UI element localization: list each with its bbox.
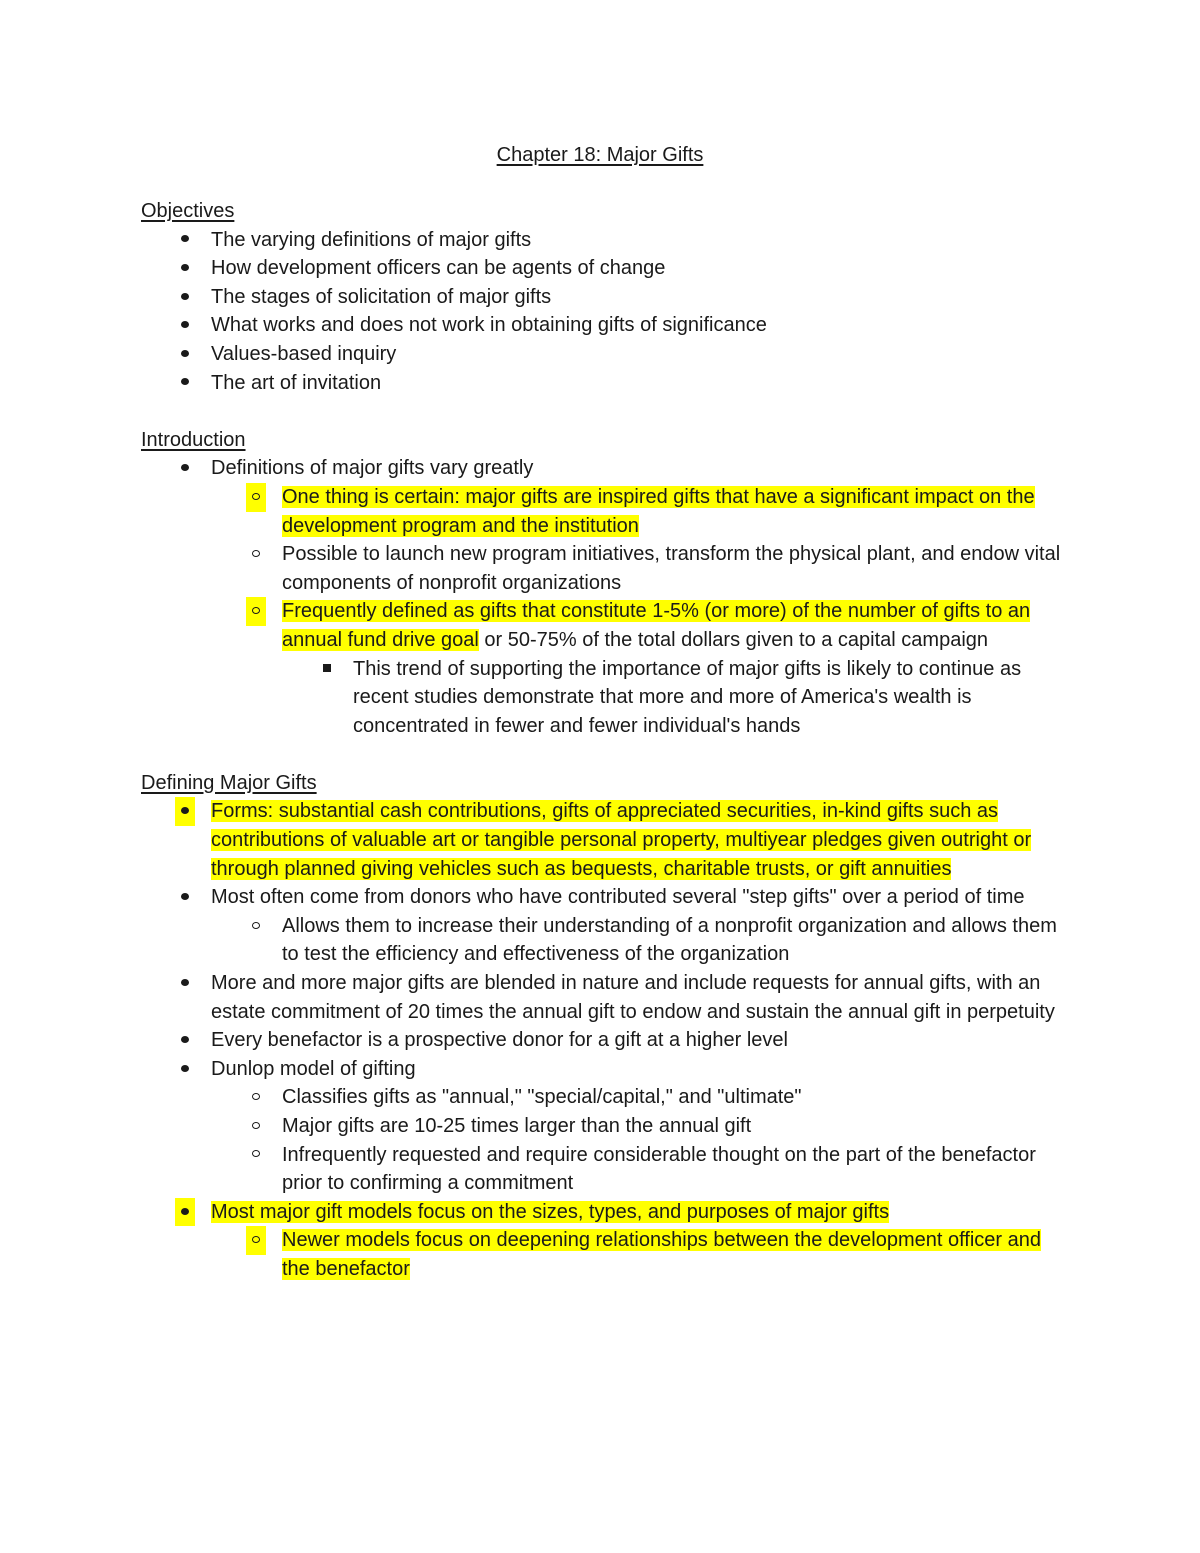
objective-text: The stages of solicitation of major gifts (211, 285, 552, 308)
defining-text: Allows them to increase their understanding of a nonprofit organization and allows them to test the efficiency and effectiveness of the organization (282, 914, 1057, 966)
bullet-circle-icon (246, 597, 266, 626)
bullet-dot-icon (175, 797, 195, 826)
list-item (141, 655, 1061, 741)
objective-text: The varying definitions of major gifts (211, 228, 532, 251)
list-item (141, 226, 1061, 255)
defining-heading: Defining Major Gifts (141, 771, 317, 794)
list-item (141, 969, 1061, 1026)
bullet-circle-icon (246, 1083, 266, 1112)
bullet-dot-icon (175, 369, 195, 398)
bullet-dot-icon (175, 1055, 195, 1084)
title-text: Chapter 18: Major Gifts (496, 144, 704, 166)
bullet-dot-icon (175, 1026, 195, 1055)
list-item (141, 254, 1061, 283)
list-item (141, 1055, 1061, 1084)
objective-text: Values-based inquiry (211, 342, 397, 365)
defining-text: Dunlop model of gifting (211, 1057, 416, 1080)
highlighted-text: Most major gift models focus on the sizes, types, and purposes of major gifts (211, 1200, 890, 1223)
objective-text: What works and does not work in obtaining gifts of significance (211, 314, 767, 337)
bullet-circle-icon (246, 1112, 266, 1141)
introduction-heading: Introduction (141, 428, 246, 451)
intro-text: or 50-75% of the total dollars given to a capital campaign (478, 628, 989, 651)
list-item (141, 311, 1061, 340)
bullet-circle-icon (246, 1141, 266, 1170)
defining-text: Classifies gifts as "annual," "special/capital," and "ultimate" (282, 1086, 802, 1109)
list-item (141, 1198, 1061, 1227)
bullet-dot-icon (175, 454, 195, 483)
bullet-dot-icon (175, 340, 195, 369)
list-item (141, 1083, 1061, 1112)
bullet-circle-icon (246, 540, 266, 569)
highlighted-text: Newer models focus on deepening relationships between the development officer and the benefactor (282, 1229, 1042, 1280)
objective-text: How development officers can be agents of change (211, 257, 666, 280)
list-item (141, 340, 1061, 369)
highlighted-text: Frequently defined as gifts that constitute 1-5% (or more) of the number of gifts to an annual fund drive goal (282, 600, 1031, 651)
list-item (141, 540, 1061, 597)
bullet-circle-icon (246, 912, 266, 941)
list-item (141, 1112, 1061, 1141)
list-item (141, 1141, 1061, 1198)
intro-text: This trend of supporting the importance of major gifts is likely to continue as recent studies demonstrate that more and more of America's wealth is concentrated in fewer and fewer individual's hands (353, 657, 1022, 737)
list-item (141, 883, 1061, 912)
bullet-dot-icon (175, 283, 195, 312)
list-item (141, 369, 1061, 398)
intro-text: Definitions of major gifts vary greatly (211, 457, 534, 480)
bullet-dot-icon (175, 969, 195, 998)
document-body (141, 197, 1061, 1284)
list-item (141, 912, 1061, 969)
defining-text: Major gifts are 10-25 times larger than the annual gift (282, 1115, 752, 1137)
bullet-dot-icon (175, 311, 195, 340)
bullet-circle-icon (246, 483, 266, 512)
intro-text: Possible to launch new program initiatives, transform the physical plant, and endow vital components of nonprofit organizations (282, 543, 1061, 594)
list-item (141, 283, 1061, 312)
bullet-circle-icon (246, 1226, 266, 1255)
list-item (141, 454, 1061, 483)
defining-text: Infrequently requested and require considerable thought on the part of the benefactor prior to confirming a commitment (282, 1143, 1036, 1195)
bullet-dot-icon (175, 883, 195, 912)
objectives-heading: Objectives (141, 200, 235, 222)
highlighted-text: One thing is certain: major gifts are inspired gifts that have a significant impact on the development program and the institution (282, 485, 1035, 537)
list-item (141, 597, 1061, 654)
defining-text: Most often come from donors who have contributed several "step gifts" over a period of time (211, 886, 1025, 909)
list-item (141, 483, 1061, 540)
bullet-dot-icon (175, 226, 195, 255)
defining-text: More and more major gifts are blended in nature and include requests for annual gifts, with an estate commitment of 20 times the annual gift to endow and sustain the annual gift in perpetuity (211, 972, 1055, 1023)
defining-text: Every benefactor is a prospective donor for a gift at a higher level (211, 1029, 788, 1052)
bullet-dot-icon (175, 254, 195, 283)
highlighted-text: Forms: substantial cash contributions, gifts of appreciated securities, in-kind gifts such as contributions of valuable art or tangible personal property, multiyear pledges given outright or through planned giving vehicles such as bequests, charitable trusts, or gift annuities (211, 800, 1032, 880)
list-item (141, 797, 1061, 883)
list-item (141, 1026, 1061, 1055)
objective-text: The art of invitation (211, 371, 382, 394)
page-title (0, 141, 1200, 169)
bullet-dot-icon (175, 1198, 195, 1227)
bullet-square-icon (317, 655, 337, 684)
list-item (141, 1226, 1061, 1283)
